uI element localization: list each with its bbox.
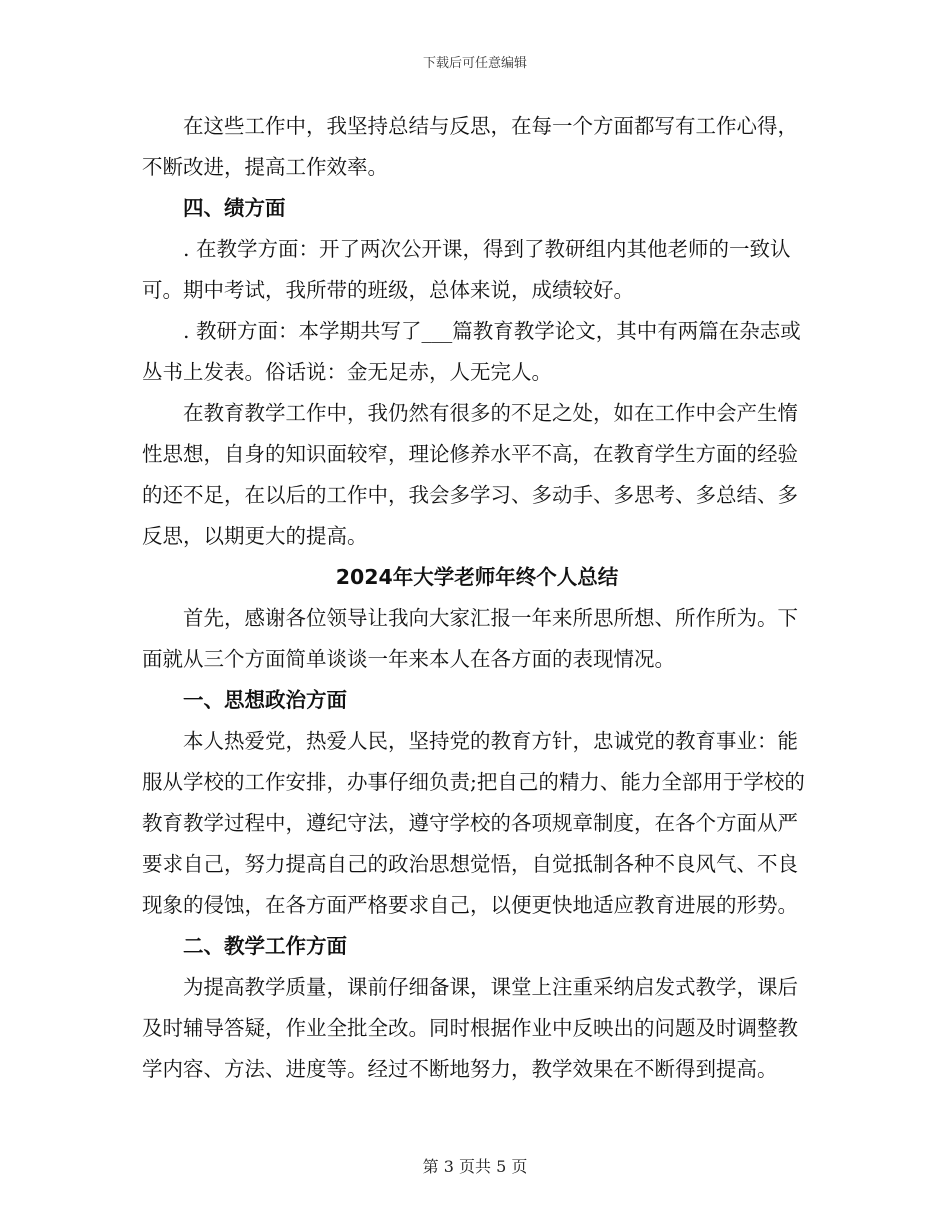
paragraph-introduction: 首先，感谢各位领导让我向大家汇报一年来所思所想、所作所为。下面就从三个方面简单谈谈一年来本人在各方面的表现情况。 bbox=[142, 606, 798, 671]
paragraph-political: 本人热爱党，热爱人民，坚持党的教育方针，忠诚党的教育事业：能服从学校的工作安排，办事仔细负责;把自己的精力、能力全部用于学校的教育教学过程中，遵纪守法，遵守学校的各项规章制度，在各个方面从严要求自己，努力提高自己的政治思想觉悟，自觉抵制各种不良风气、不良现象的侵蚀，在各方面严格要求自己，以便更快地适应教育进展的形势。 bbox=[142, 729, 805, 917]
page-number: 第 3 页共 5 页 bbox=[422, 1157, 528, 1176]
paragraph-teaching: 为提高教学质量，课前仔细备课，课堂上注重采纳启发式教学，课后及时辅导答疑，作业全批全改。同时根据作业中反映出的问题及时调整教学内容、方法、进度等。经过不断地努力，教学效果在不断得到提高。 bbox=[142, 975, 798, 1081]
paragraph-teaching-achievement: . 在教学方面：开了两次公开课，得到了教研组内其他老师的一致认可。期中考试，我所带的班级，总体来说，成绩较好。 bbox=[142, 237, 791, 302]
document-title: 2024年大学老师年终个人总结 bbox=[335, 565, 619, 589]
document-body bbox=[142, 106, 812, 1090]
section-heading-political: 一、思想政治方面 bbox=[183, 688, 347, 712]
section-heading-achievements: 四、绩方面 bbox=[183, 196, 286, 220]
page-header: 下载后可任意编辑 bbox=[422, 56, 527, 71]
paragraph-research-achievement: . 教研方面：本学期共写了___篇教育教学论文，其中有两篇在杂志或丛书上发表。俗话说：金无足赤，人无完人。 bbox=[142, 319, 801, 384]
paragraph-shortcomings: 在教育教学工作中，我仍然有很多的不足之处，如在工作中会产生惰性思想，自身的知识面较窄，理论修养水平不高，在教育学生方面的经验的还不足，在以后的工作中，我会多学习、多动手、多思考、多总结、多反思，以期更大的提高。 bbox=[142, 401, 798, 548]
section-heading-teaching: 二、教学工作方面 bbox=[183, 934, 347, 958]
paragraph-reflection: 在这些工作中，我坚持总结与反思，在每一个方面都写有工作心得，不断改进，提高工作效率。 bbox=[142, 114, 798, 179]
